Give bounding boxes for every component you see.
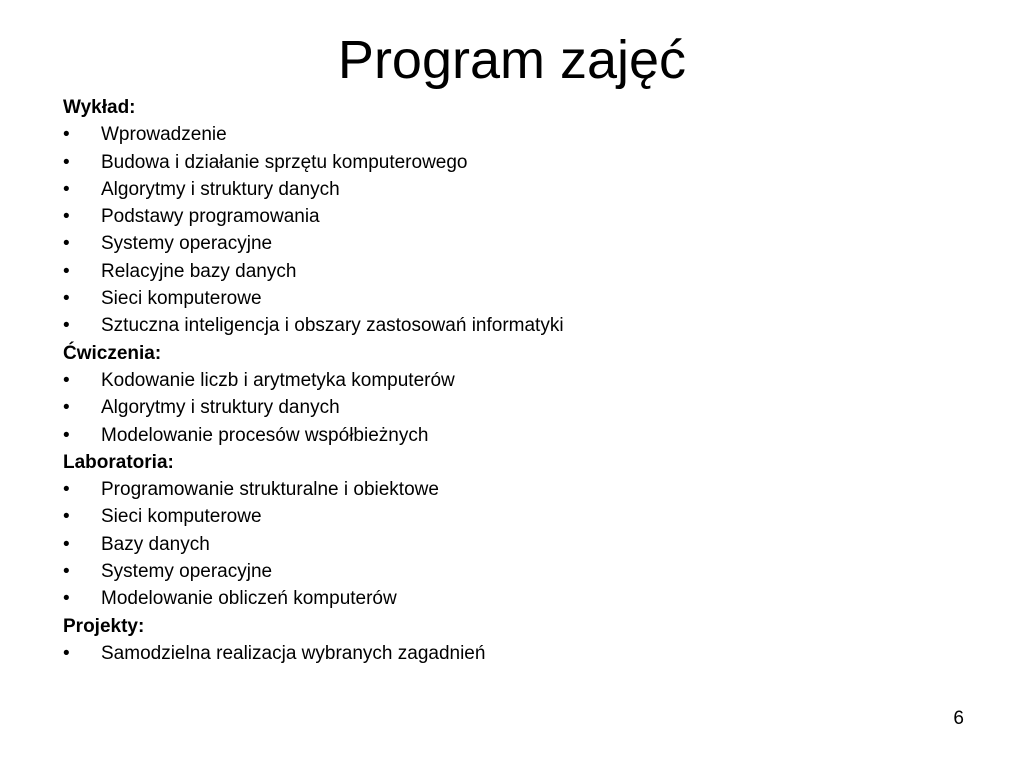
section-cwiczenia <box>63 340 963 449</box>
list-item <box>63 203 963 230</box>
list-item-label: Sztuczna inteligencja i obszary zastosowań informatyki <box>101 315 564 337</box>
bullet-icon: • <box>63 369 70 391</box>
list-item-label: Relacyjne bazy danych <box>101 260 297 282</box>
section-laboratoria <box>63 449 963 613</box>
list-item <box>63 230 963 257</box>
bullet-icon: • <box>63 588 70 610</box>
bullet-icon: • <box>63 479 70 501</box>
section-projekty <box>63 613 963 668</box>
bullet-icon: • <box>63 288 70 310</box>
list-item-label: Algorytmy i struktury danych <box>101 178 340 200</box>
list-item-label: Sieci komputerowe <box>101 288 262 310</box>
list-item <box>63 503 963 530</box>
list-item-label: Wprowadzenie <box>101 124 227 146</box>
bullet-icon: • <box>63 124 70 146</box>
page-number: 6 <box>953 708 964 729</box>
list-item-label: Budowa i działanie sprzętu komputerowego <box>101 151 468 173</box>
bullet-icon: • <box>63 506 70 528</box>
bullet-icon: • <box>63 642 70 664</box>
list-item <box>63 367 963 394</box>
section-heading: Projekty: <box>63 615 145 637</box>
list-item <box>63 640 963 667</box>
list-item <box>63 312 963 339</box>
list-item <box>63 422 963 449</box>
list-item-label: Programowanie strukturalne i obiektowe <box>101 479 439 501</box>
list-item <box>63 258 963 285</box>
section-heading: Wykład: <box>63 97 136 118</box>
bullet-icon: • <box>63 206 70 228</box>
list-item <box>63 531 963 558</box>
bullet-icon: • <box>63 178 70 200</box>
bullet-icon: • <box>63 424 70 446</box>
list-item-label: Bazy danych <box>101 533 210 555</box>
section-heading: Laboratoria: <box>63 451 174 473</box>
list-item <box>63 176 963 203</box>
section-list <box>63 476 963 612</box>
slide-title: Program zajęć <box>337 30 687 90</box>
list-item-label: Kodowanie liczb i arytmetyka komputerów <box>101 369 455 391</box>
bullet-icon: • <box>63 233 70 255</box>
section-wyklad <box>63 94 963 340</box>
section-list <box>63 367 963 449</box>
list-item <box>63 476 963 503</box>
list-item <box>63 285 963 312</box>
section-heading: Ćwiczenia: <box>63 342 162 364</box>
course-program-content <box>63 94 963 667</box>
bullet-icon: • <box>63 260 70 282</box>
list-item-label: Algorytmy i struktury danych <box>101 397 340 419</box>
bullet-icon: • <box>63 315 70 337</box>
list-item-label: Systemy operacyjne <box>101 561 273 583</box>
list-item-label: Samodzielna realizacja wybranych zagadnień <box>101 642 486 664</box>
list-item-label: Sieci komputerowe <box>101 506 262 528</box>
list-item-label: Systemy operacyjne <box>101 233 273 255</box>
list-item-label: Modelowanie obliczeń komputerów <box>101 588 397 610</box>
list-item <box>63 121 963 148</box>
section-list <box>63 640 963 667</box>
section-list <box>63 121 963 339</box>
bullet-icon: • <box>63 151 70 173</box>
bullet-icon: • <box>63 561 70 583</box>
bullet-icon: • <box>63 397 70 419</box>
list-item-label: Modelowanie procesów współbieżnych <box>101 424 429 446</box>
list-item <box>63 394 963 421</box>
list-item-label: Podstawy programowania <box>101 206 320 228</box>
list-item <box>63 558 963 585</box>
bullet-icon: • <box>63 533 70 555</box>
list-item <box>63 149 963 176</box>
list-item <box>63 585 963 612</box>
